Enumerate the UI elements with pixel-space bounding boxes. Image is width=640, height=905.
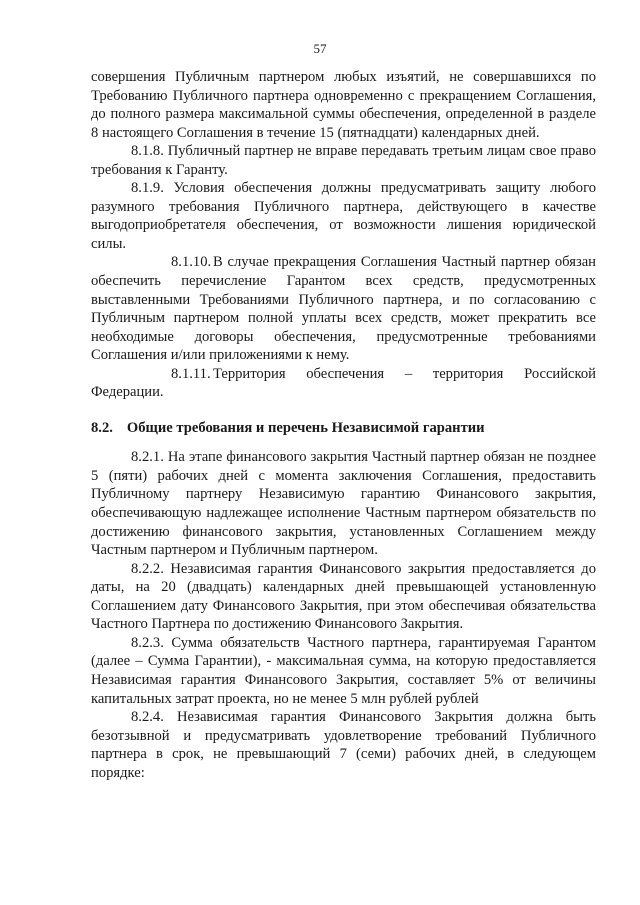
paragraph-text: Территория обеспечения – территория Российской Федерации. xyxy=(91,365,596,401)
paragraph-8-2-2: 8.2.2. Независимая гарантия Финансового закрытия предоставляется до даты, на 20 (двадцать) календарных дней превышающей установленную Соглашением дату Финансового Закрытия, при этом обеспечивая обязательства Частного Партнера по достижению Финансового Закрытия. xyxy=(91,560,596,633)
paragraph-8-2-4: 8.2.4. Независимая гарантия Финансового Закрытия должна быть безотзывной и предусматривать удовлетворение требований Публичного партнера в срок, не превышающий 7 (семи) рабочих дней, в следующем порядке: xyxy=(91,709,596,781)
section-number: 8.2. xyxy=(91,419,113,436)
paragraph-8-1-9: 8.1.9. Условия обеспечения должны предусматривать защиту любого разумного требования Публичного партнера, действующего в качестве выгодоприобретателя обеспечения, от возможности лишения юридической силы. xyxy=(91,180,596,252)
paragraph-8-1-8: 8.1.8. Публичный партнер не вправе передавать третьим лицам свое право требования к Гаранту. xyxy=(91,143,596,178)
paragraph-8-1-11 xyxy=(91,365,596,402)
paragraph-text: В случае прекращения Соглашения Частный партнер обязан обеспечить перечисление Гарантом всех средств, предусмотренных выставленными Требованиями Публичного партнера, и по согласованию с Публичным партнером полной уплаты всех средств, может прекратить все необходимые договоры обеспечения, предусмотренные требованиями Соглашения и/или приложениями к нему. xyxy=(91,254,596,364)
paragraph-number: 8.1.10. xyxy=(171,254,212,271)
paragraph-continuation: совершения Публичным партнером любых изъятий, не совершавшихся по Требованию Публичного партнера одновременно с прекращением Соглашения, до полного размера максимальной суммы обеспечения, определенной в разделе 8 настоящего Соглашения в течение 15 (пятнадцати) календарных дней. xyxy=(91,69,596,141)
paragraph-8-2-1: 8.2.1. На этапе финансового закрытия Частный партнер обязан не позднее 5 (пяти) рабочих дней с момента заключения Соглашения, предоставить Публичному партнеру Независимую гарантию Финансового закрытия, обеспечивающую надлежащее исполнение Частным партнером обязательств по достижению финансового закрытия, установленных Соглашением между Частным партнером и Публичным партнером. xyxy=(91,449,596,559)
section-title: Общие требования и перечень Независимой гарантии xyxy=(126,419,485,436)
page-number: 57 xyxy=(313,41,327,56)
paragraph-number: 8.1.11. xyxy=(171,365,211,382)
document-body xyxy=(91,68,596,782)
section-heading xyxy=(91,419,596,438)
paragraph-8-2-3: 8.2.3. Сумма обязательств Частного партнера, гарантируемая Гарантом (далее – Сумма Гарантии), - максимальная сумма, на которую предоставляется Независимая гарантия Финансового Закрытия, составляет 5% от величины капитальных затрат проекта, но не менее 5 млн рублей рублей xyxy=(91,634,596,707)
paragraph-8-1-10 xyxy=(91,253,596,364)
